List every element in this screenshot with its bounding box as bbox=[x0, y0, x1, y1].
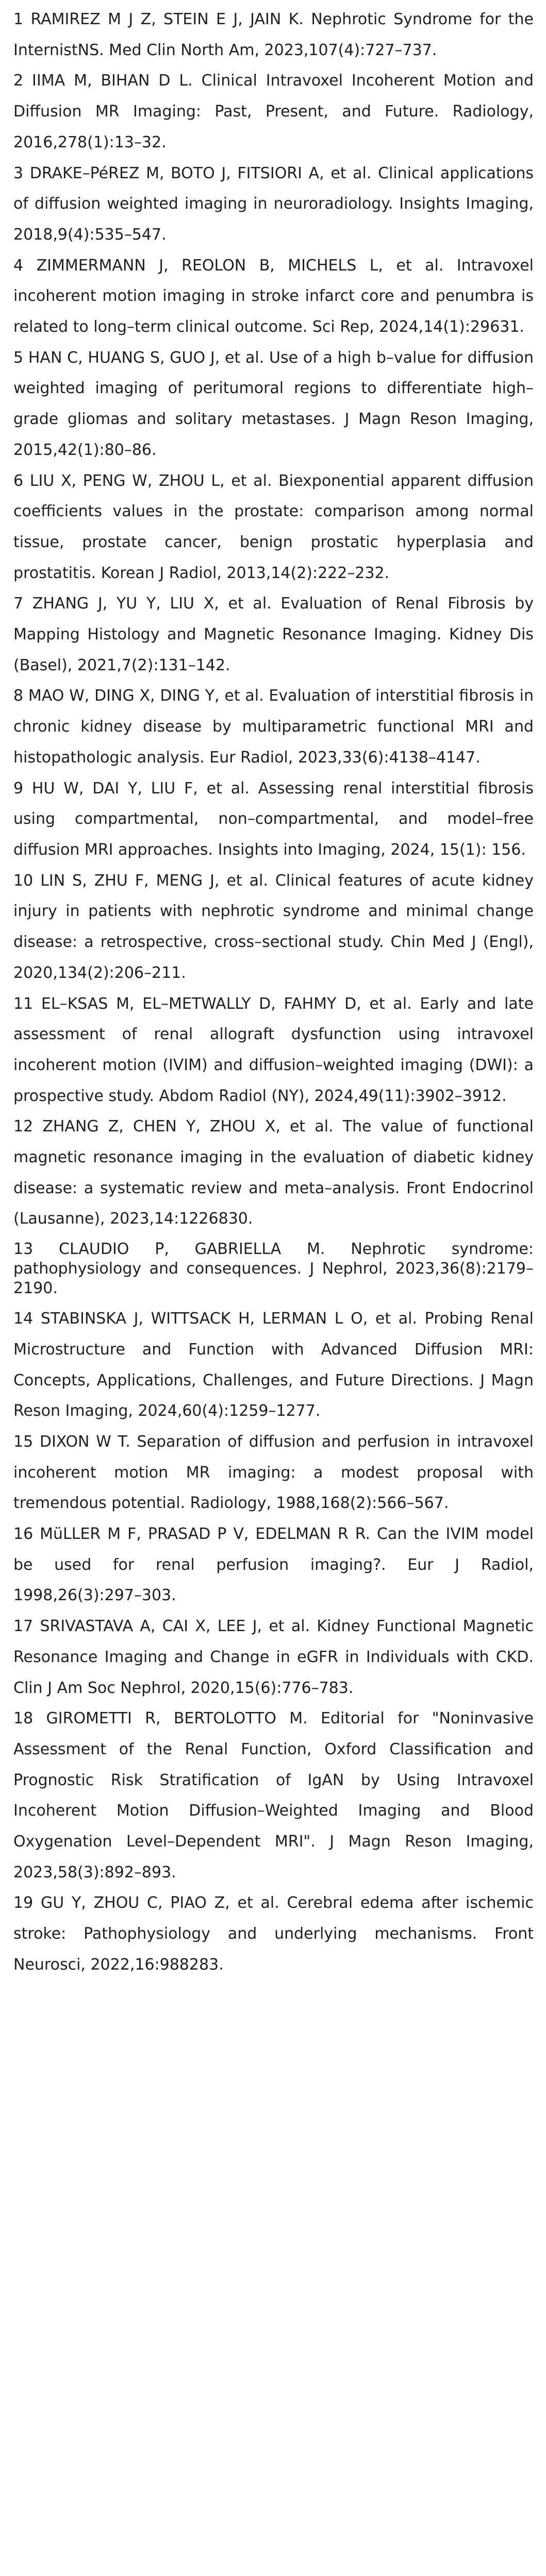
reference-number: 13 bbox=[13, 1240, 34, 1259]
reference-number: 5 bbox=[13, 348, 24, 367]
reference-item bbox=[13, 1611, 534, 1703]
reference-item bbox=[13, 1234, 534, 1303]
reference-text: GU Y, ZHOU C, PIAO Z, et al. Cerebral edema after ischemic stroke: Pathophysiology and underlying mechanisms. Front Neurosci, 2022,16:988283. bbox=[13, 1894, 534, 1974]
reference-number: 14 bbox=[13, 1310, 34, 1328]
reference-item bbox=[13, 681, 534, 773]
reference-text: HAN C, HUANG S, GUO J, et al. Use of a high b–value for diffusion weighted imaging of peritumoral regions to differentiate high–grade gliomas and solitary metastases. J Magn Reson Imaging, 2015,42(1):80–86. bbox=[13, 348, 534, 459]
reference-item bbox=[13, 866, 534, 989]
reference-item bbox=[13, 989, 534, 1112]
reference-number: 17 bbox=[13, 1617, 34, 1636]
reference-text: LIU X, PENG W, ZHOU L, et al. Biexponential apparent diffusion coefficients values in the prostate: comparison among normal tissue, prostate cancer, benign prostatic hyperplasia and prostatitis. Korean J Radiol, 2013,14(2):222–232. bbox=[13, 471, 534, 582]
reference-item bbox=[13, 466, 534, 589]
reference-number: 1 bbox=[13, 10, 24, 28]
reference-item bbox=[13, 588, 534, 681]
reference-number: 8 bbox=[13, 687, 24, 705]
reference-number: 3 bbox=[13, 164, 24, 182]
reference-list bbox=[13, 4, 534, 1980]
reference-text: LIN S, ZHU F, MENG J, et al. Clinical features of acute kidney injury in patients with nephrotic syndrome and minimal change disease: a retrospective, cross–sectional study. Chin Med J (Engl), 2020,134(2):206–211. bbox=[13, 871, 534, 982]
reference-number: 11 bbox=[13, 994, 34, 1013]
reference-item bbox=[13, 1703, 534, 1888]
reference-item bbox=[13, 343, 534, 466]
reference-number: 10 bbox=[13, 871, 34, 890]
reference-item bbox=[13, 4, 534, 65]
reference-number: 6 bbox=[13, 471, 24, 490]
reference-text: EL–KSAS M, EL–METWALLY D, FAHMY D, et al. Early and late assessment of renal allograft dysfunction using intravoxel incoherent motion (IVIM) and diffusion–weighted imaging (DWI): a prospective study. Abdom Radiol (NY), 2024,49(11):3902–3912. bbox=[13, 994, 534, 1105]
reference-text: CLAUDIO P, GABRIELLA M. Nephrotic syndrome: pathophysiology and consequences. J Nephrol, 2023,36(8):2179–2190. bbox=[13, 1240, 534, 1298]
reference-text: DIXON W T. Separation of diffusion and perfusion in intravoxel incoherent motion MR imaging: a modest proposal with tremendous potential. Radiology, 1988,168(2):566–567. bbox=[13, 1432, 534, 1513]
reference-item bbox=[13, 65, 534, 158]
reference-item bbox=[13, 773, 534, 866]
reference-item bbox=[13, 1519, 534, 1611]
reference-item bbox=[13, 1303, 534, 1427]
reference-text: STABINSKA J, WITTSACK H, LERMAN L O, et al. Probing Renal Microstructure and Function with Advanced Diffusion MRI: Concepts, Applications, Challenges, and Future Directions. J Magn Reson Imaging, 2024,60(4):1259–1277. bbox=[13, 1310, 534, 1420]
reference-text: GIROMETTI R, BERTOLOTTO M. Editorial for "Noninvasive Assessment of the Renal Function, Oxford Classification and Prognostic Risk Stratification of IgAN by Using Intravoxel Incoherent Motion Diffusion–Weighted Imaging and Blood Oxygenation Level–Dependent MRI". J Magn Reson Imaging, 2023,58(3):892–893. bbox=[13, 1709, 534, 1882]
reference-number: 16 bbox=[13, 1525, 34, 1544]
reference-text: SRIVASTAVA A, CAI X, LEE J, et al. Kidney Functional Magnetic Resonance Imaging and Change in eGFR in Individuals with CKD. Clin J Am Soc Nephrol, 2020,15(6):776–783. bbox=[13, 1617, 534, 1697]
reference-item bbox=[13, 1111, 534, 1234]
reference-number: 9 bbox=[13, 779, 24, 798]
reference-text: RAMIREZ M J Z, STEIN E J, JAIN K. Nephrotic Syndrome for the InternistNS. Med Clin North Am, 2023,107(4):727–737. bbox=[13, 10, 534, 59]
reference-text: IIMA M, BIHAN D L. Clinical Intravoxel Incoherent Motion and Diffusion MR Imaging: Past, Present, and Future. Radiology, 2016,278(1):13–32. bbox=[13, 72, 534, 151]
reference-text: MAO W, DING X, DING Y, et al. Evaluation of interstitial fibrosis in chronic kidney disease by multiparametric functional MRI and histopathologic analysis. Eur Radiol, 2023,33(6):4138–4147. bbox=[13, 687, 534, 767]
reference-text: DRAKE–PéREZ M, BOTO J, FITSIORI A, et al. Clinical applications of diffusion weighted imaging in neuroradiology. Insights Imaging, 2018,9(4):535–547. bbox=[13, 164, 534, 244]
reference-item bbox=[13, 158, 534, 250]
reference-item bbox=[13, 1427, 534, 1519]
reference-number: 19 bbox=[13, 1894, 34, 1912]
reference-number: 12 bbox=[13, 1117, 34, 1136]
reference-number: 15 bbox=[13, 1432, 34, 1451]
reference-text: MüLLER M F, PRASAD P V, EDELMAN R R. Can the IVIM model be used for renal perfusion imaging?. Eur J Radiol, 1998,26(3):297–303. bbox=[13, 1525, 534, 1605]
reference-text: ZHANG Z, CHEN Y, ZHOU X, et al. The value of functional magnetic resonance imaging in the evaluation of diabetic kidney disease: a systematic review and meta–analysis. Front Endocrinol (Lausanne), 2023,14:1226830. bbox=[13, 1117, 534, 1228]
reference-item bbox=[13, 250, 534, 343]
reference-number: 2 bbox=[13, 72, 24, 90]
reference-number: 18 bbox=[13, 1709, 34, 1728]
reference-text: HU W, DAI Y, LIU F, et al. Assessing renal interstitial fibrosis using compartmental, non–compartmental, and model–free diffusion MRI approaches. Insights into Imaging, 2024, 15(1): 156. bbox=[13, 779, 534, 859]
reference-text: ZHANG J, YU Y, LIU X, et al. Evaluation of Renal Fibrosis by Mapping Histology and Magnetic Resonance Imaging. Kidney Dis (Basel), 2021,7(2):131–142. bbox=[13, 595, 534, 674]
reference-number: 7 bbox=[13, 595, 24, 613]
reference-text: ZIMMERMANN J, REOLON B, MICHELS L, et al. Intravoxel incoherent motion imaging in stroke infarct core and penumbra is related to long–term clinical outcome. Sci Rep, 2024,14(1):29631. bbox=[13, 256, 534, 336]
reference-number: 4 bbox=[13, 256, 24, 275]
reference-item bbox=[13, 1888, 534, 1980]
